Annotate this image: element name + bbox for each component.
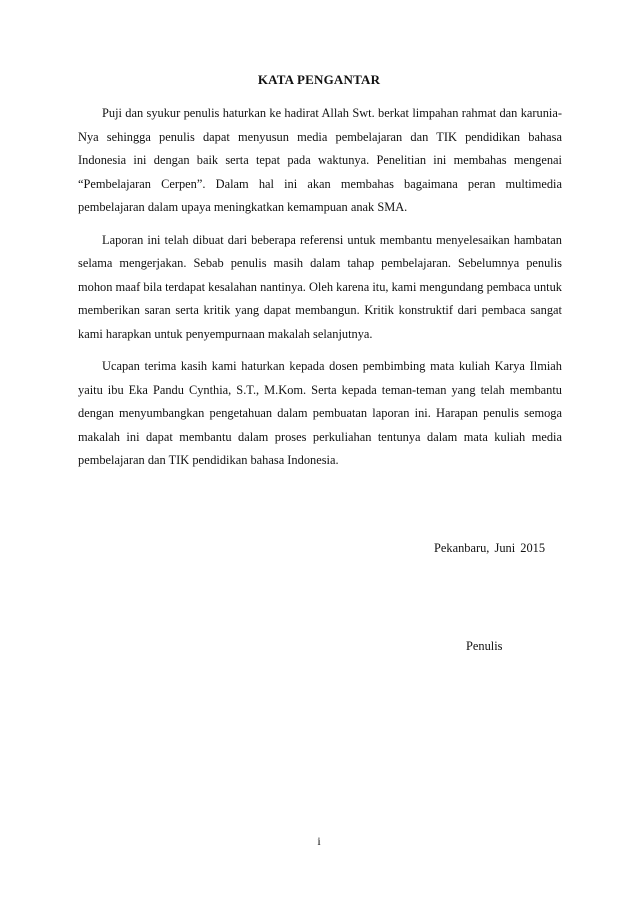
place-date: Pekanbaru, Juni 2015: [434, 541, 546, 555]
author-signature: Penulis: [466, 639, 503, 653]
document-body: [78, 102, 562, 482]
page-title: KATA PENGANTAR: [257, 72, 381, 87]
paragraph-1: Puji dan syukur penulis haturkan ke hadirat Allah Swt. berkat limpahan rahmat dan karunia-Nya sehingga penulis dapat menyusun media pembelajaran dan TIK pendidikan bahasa Indonesia ini dengan baik serta tepat pada waktunya. Penelitian ini membahas mengenai “Pembelajaran Cerpen”. Dalam hal ini akan membahas bagaimana peran multimedia pembelajaran dalam upaya meningkatkan kemampuan anak SMA.: [78, 106, 562, 214]
paragraph-3: Ucapan terima kasih kami haturkan kepada dosen pembimbing mata kuliah Karya Ilmiah yaitu ibu Eka Pandu Cynthia, S.T., M.Kom. Serta kepada teman-teman yang telah membantu dengan menyumbangkan pengetahuan dalam pembuatan laporan ini. Harapan penulis semoga makalah ini dapat membantu dalam proses perkuliahan tentunya dalam mata kuliah media pembelajaran dan TIK pendidikan bahasa Indonesia.: [78, 359, 562, 467]
page-number: i: [317, 834, 321, 848]
paragraph-2: Laporan ini telah dibuat dari beberapa referensi untuk membantu menyelesaikan hambatan selama mengerjakan. Sebab penulis masih dalam tahap pembelajaran. Sebelumnya penulis mohon maaf bila terdapat kesalahan nantinya. Oleh karena itu, kami mengundang pembaca untuk memberikan saran serta kritik yang dapat membangun. Kritik konstruktif dari pembaca sangat kami harapkan untuk penyempurnaan makalah selanjutnya.: [78, 232, 562, 341]
